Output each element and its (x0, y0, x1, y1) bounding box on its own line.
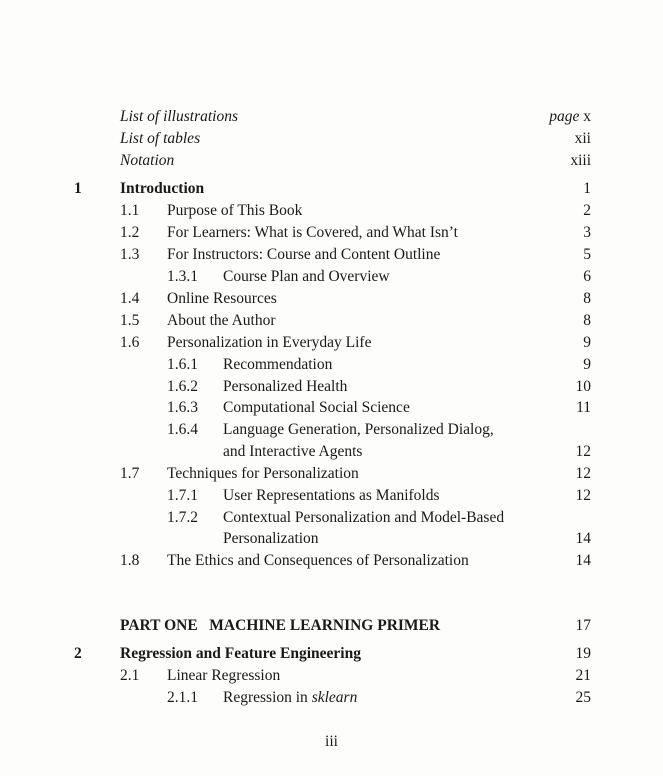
toc-page: 8 (583, 290, 591, 307)
toc-page: 6 (583, 268, 591, 285)
toc-page: 19 (575, 645, 591, 662)
toc-title: List of illustrations (120, 108, 239, 125)
toc-subsection[interactable] (0, 485, 663, 507)
subsection-number: 2.1.1 (167, 689, 198, 706)
footer-page-number: iii (325, 733, 338, 750)
toc-page: 17 (575, 617, 591, 634)
subsection-number: 1.3.1 (167, 268, 198, 285)
toc-subsection[interactable] (0, 354, 663, 376)
toc-row-notation[interactable] (0, 150, 663, 172)
subsection-title: Recommendation (223, 356, 333, 373)
toc-section[interactable] (0, 665, 663, 687)
subsection-title (223, 687, 357, 709)
toc-subsection[interactable] (0, 266, 663, 288)
subsection-number: 1.6.1 (167, 356, 198, 373)
toc-section[interactable] (0, 244, 663, 266)
toc-page: 25 (575, 689, 591, 706)
toc-page: xii (574, 130, 591, 147)
page-prefix: page (549, 108, 580, 125)
section-title: About the Author (167, 312, 276, 329)
subsection-title: Course Plan and Overview (223, 268, 390, 285)
section-title: Personalization in Everyday Life (167, 334, 372, 351)
chapter-title: Regression and Feature Engineering (120, 645, 361, 662)
toc-section[interactable] (0, 332, 663, 354)
subsection-number: 1.7.2 (167, 509, 198, 526)
section-number: 1.3 (120, 246, 140, 263)
subsection-title-continued: Personalization (223, 530, 319, 547)
chapter-number: 2 (74, 645, 82, 662)
subsection-number: 1.7.1 (167, 487, 198, 504)
subsection-title: Personalized Health (223, 378, 348, 395)
section-title: For Instructors: Course and Content Outline (167, 246, 441, 263)
toc-page: 12 (575, 487, 591, 504)
toc-section[interactable] (0, 550, 663, 572)
toc-page: 14 (575, 552, 591, 569)
toc-page: 2 (583, 202, 591, 219)
toc-page: 9 (583, 334, 591, 351)
toc-subsection[interactable] (0, 376, 663, 398)
toc-subsection-continued[interactable] (0, 528, 663, 550)
toc-subsection[interactable] (0, 419, 663, 441)
toc-page: 3 (583, 224, 591, 241)
toc-section[interactable] (0, 463, 663, 485)
toc-page: 12 (575, 465, 591, 482)
section-number: 2.1 (120, 667, 140, 684)
toc-subsection[interactable] (0, 507, 663, 529)
toc-page: 21 (575, 667, 591, 684)
toc-section[interactable] (0, 200, 663, 222)
subsection-title-text: Regression in (223, 689, 308, 706)
subsection-number: 1.6.2 (167, 378, 198, 395)
toc-part-one[interactable] (0, 615, 663, 637)
toc-page: 1 (583, 180, 591, 197)
subsection-title-italic: sklearn (311, 689, 358, 706)
toc-page: 11 (576, 399, 591, 416)
toc-row-list-of-illustrations[interactable] (0, 106, 663, 128)
section-number: 1.8 (120, 552, 140, 569)
toc-page: 10 (575, 378, 591, 395)
toc-page (549, 106, 591, 128)
toc-title: Notation (120, 152, 175, 169)
toc-page: xiii (570, 152, 591, 169)
subsection-number: 1.6.3 (167, 399, 198, 416)
subsection-title: Contextual Personalization and Model-Based (223, 509, 505, 526)
toc-title: List of tables (120, 130, 201, 147)
toc-section[interactable] (0, 222, 663, 244)
section-number: 1.7 (120, 465, 140, 482)
page-number: x (583, 108, 591, 125)
toc-section[interactable] (0, 288, 663, 310)
toc-page: 14 (575, 530, 591, 547)
toc-chapter-1[interactable] (0, 178, 663, 200)
toc-section[interactable] (0, 310, 663, 332)
subsection-title: User Representations as Manifolds (223, 487, 440, 504)
section-number: 1.5 (120, 312, 140, 329)
section-number: 1.6 (120, 334, 140, 351)
toc-chapter-2[interactable] (0, 643, 663, 665)
toc-subsection[interactable] (0, 687, 663, 709)
section-title: Online Resources (167, 290, 277, 307)
chapter-number: 1 (74, 180, 82, 197)
section-title: For Learners: What is Covered, and What Isn’t (167, 224, 458, 241)
part-title: PART ONE MACHINE LEARNING PRIMER (120, 617, 441, 634)
toc-subsection[interactable] (0, 397, 663, 419)
toc-row-list-of-tables[interactable] (0, 128, 663, 150)
subsection-title-continued: and Interactive Agents (223, 443, 363, 460)
subsection-title: Language Generation, Personalized Dialog, (223, 421, 494, 438)
subsection-number: 1.6.4 (167, 421, 198, 438)
section-number: 1.2 (120, 224, 140, 241)
toc-page: 9 (583, 356, 591, 373)
toc-page: 12 (575, 443, 591, 460)
toc-page: 5 (583, 246, 591, 263)
section-title: Linear Regression (167, 667, 281, 684)
toc-page: 8 (583, 312, 591, 329)
toc-subsection-continued[interactable] (0, 441, 663, 463)
chapter-title: Introduction (120, 180, 205, 197)
section-number: 1.1 (120, 202, 140, 219)
section-title: The Ethics and Consequences of Personalization (167, 552, 469, 569)
subsection-title: Computational Social Science (223, 399, 410, 416)
section-title: Techniques for Personalization (167, 465, 359, 482)
section-title: Purpose of This Book (167, 202, 303, 219)
section-number: 1.4 (120, 290, 140, 307)
